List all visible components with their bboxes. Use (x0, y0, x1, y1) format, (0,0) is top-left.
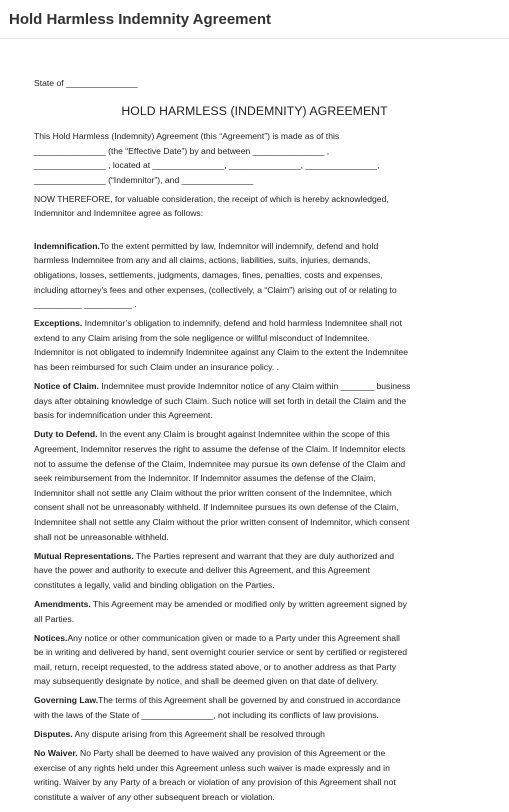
clause-text: exercise of any rights held under this Agreement unless such waiver is made expressly and in (34, 762, 390, 773)
intro-line: _______________ , located at _______________, _______________, _______________, (34, 160, 380, 171)
clause-text: Any notice or other communication given or made to a Party under this Agreement shall (67, 632, 400, 643)
clause-line (34, 408, 475, 423)
clause-line (34, 578, 475, 593)
clause-text: The terms of this Agreement shall be governed by and construed in accordance (98, 695, 401, 706)
clause-text: Indemnitee shall not settle any Claim without the prior written consent of Indemnitor, which consent (34, 516, 410, 527)
clause-line (34, 549, 475, 564)
clause-line (34, 597, 475, 612)
clause-heading: Duty to Defend. (34, 429, 98, 440)
clause-heading: Notices. (34, 632, 68, 643)
clause-text: all Parties. (34, 613, 75, 624)
clause-line (34, 239, 475, 254)
clause-text: constitute a waiver of any other subsequent breach or violation. (34, 792, 275, 803)
clause-line (34, 331, 475, 346)
clause-section (34, 727, 475, 742)
clause-text: shall not be unreasonable withheld. (34, 531, 169, 542)
clause-text: writing. Waiver by any Party of a breach or violation of any provision of this Agreement shall not (34, 777, 396, 788)
clause-text: Agreement, Indemnitor reserves the right to assume the defense of the Claim. If Indemnitor elects (34, 443, 406, 454)
now-therefore-line: Indemnitor and Indemnitee agree as follows: (34, 208, 204, 219)
clause-text: harmless Indemnitee from any and all claims, actions, liabilities, suits, injuries, demands, (34, 255, 371, 266)
clause-text: The Parties represent and warrant that they are duly authorized and (133, 550, 395, 561)
clause-text: To the extent permitted by law, Indemnitor will indemnify, defend and hold (99, 240, 379, 251)
clause-text: have the power and authority to execute and deliver this Agreement, and this Agreement (34, 565, 370, 576)
clause-line (34, 660, 475, 675)
clause-line (34, 746, 475, 761)
clause-section (34, 316, 475, 374)
clause-text: This Agreement may be amended or modified only by written agreement signed by (90, 598, 407, 609)
state-line: State of _______________ (34, 78, 138, 88)
clause-line (34, 427, 475, 442)
clause-section (34, 597, 475, 626)
clause-line (34, 631, 475, 646)
clause-heading: Amendments. (34, 598, 91, 609)
intro-paragraph (34, 129, 475, 187)
clause-line (34, 442, 475, 457)
document-title: HOLD HARMLESS (INDEMNITY) AGREEMENT (121, 103, 388, 118)
clause-section (34, 427, 475, 544)
now-therefore-line: NOW THEREFORE, for valuable consideration, the receipt of which is hereby acknowledged, (34, 193, 389, 204)
intro-line: _______________ (“Indemnitor”), and _______________ (34, 174, 254, 185)
clause-text: In the event any Claim is brought against Indemnitee within the scope of this (97, 429, 390, 440)
intro-line: _______________ (the “Effective Date”) by and between _______________ , (34, 145, 330, 156)
clause-line (34, 563, 475, 578)
intro-line: This Hold Harmless (Indemnity) Agreement (this “Agreement”) is made as of this (34, 131, 340, 142)
clause-text: seek reimbursement from the Indemnitor. If Indemnitor assumes the defense of the Claim, (34, 473, 376, 484)
clause-line (34, 674, 475, 689)
clause-line (34, 345, 475, 360)
clause-text: days after obtaining knowledge of such Claim. Such notice will set forth in detail the Claim and the (34, 395, 407, 406)
page-title: Hold Harmless Indemnity Agreement (9, 10, 272, 28)
clause-line (34, 500, 475, 515)
clause-line (34, 471, 475, 486)
clause-text: has been reimbursed for such Claim under an insurance policy. . (34, 362, 279, 372)
document-page (0, 76, 509, 805)
clause-line (34, 283, 475, 298)
clause-section (34, 746, 475, 804)
clause-section (34, 631, 475, 689)
clause-text: not to assume the defense of the Claim, Indemnitee may pursue its own defense of the Claim and (34, 458, 406, 469)
clause-line (34, 727, 475, 742)
app-header (0, 0, 509, 39)
clause-line (34, 790, 475, 805)
clause-line (34, 530, 475, 545)
clause-line (34, 515, 475, 530)
clause-line (34, 486, 475, 501)
clause-text: including attorney’s fees and other expenses, (collectively, a “Claim”) arising out of or relating to (34, 284, 397, 295)
clause-line (34, 379, 475, 394)
clause-heading: Mutual Representations. (34, 550, 134, 561)
clause-heading: Governing Law. (34, 695, 99, 706)
clause-heading: Exceptions. (34, 318, 83, 329)
clause-line (34, 394, 475, 409)
sections (34, 239, 475, 805)
clause-line (34, 268, 475, 283)
clause-line (34, 708, 475, 723)
clause-text: may subsequently designate by notice, and shall be deemed given on that date of delivery. (34, 676, 379, 687)
clause-line (34, 612, 475, 627)
clause-line (34, 775, 475, 790)
clause-line (34, 693, 475, 708)
clause-text: Indemnitor is not obligated to indemnify Indemnitee against any Claim to the extent the Indemnitee (34, 347, 409, 358)
clause-line (34, 645, 475, 660)
clause-section (34, 693, 475, 722)
clause-text: consent shall not be unreasonably withheld. If Indemnitee pursues its own defense of the Claim, (34, 502, 399, 513)
clause-text: mail, return, receipt requested, to the address stated above, or to another address as that Party (34, 661, 397, 672)
clause-heading: Disputes. (34, 729, 73, 740)
clause-section (34, 379, 475, 423)
clause-line (34, 360, 475, 375)
clause-section (34, 239, 475, 312)
clause-text: constitutes a legally, valid and binding obligation on the Parties. (34, 579, 275, 590)
clause-text: No Party shall be deemed to have waived any provision of this Agreement or the (77, 748, 386, 759)
clause-heading: No Waiver. (34, 748, 78, 759)
clause-line (34, 761, 475, 776)
clause-text: Indemnitor shall not settle any Claim without the prior written consent of the Indemnitee, which (34, 487, 392, 498)
clause-line (34, 253, 475, 268)
clause-text: Indemnitee must provide Indemnitor notice of any Claim within _______ business (98, 381, 411, 392)
clause-text: Indemnitor’s obligation to indemnify, defend and hold harmless Indemnitee shall not (82, 318, 402, 329)
clause-heading: Indemnification. (34, 240, 100, 251)
clause-text: __________ __________ . (34, 299, 137, 310)
now-therefore-paragraph (34, 192, 475, 221)
clause-text: obligations, losses, settlements, judgments, damages, fines, penalties, costs and expenses, (34, 269, 383, 280)
clause-line (34, 297, 475, 312)
clause-line (34, 316, 475, 331)
clause-text: extend to any Claim arising from the sole negligence or willful misconduct of Indemnitee. (34, 332, 370, 343)
clause-heading: Notice of Claim. (34, 381, 99, 392)
clause-section (34, 549, 475, 593)
clause-text: be in writing and delivered by hand, sent overnight courier service or sent by certified or registered (34, 647, 408, 658)
clause-text: with the laws of the State of _______________, not including its conflicts of law provisions. (34, 710, 379, 721)
clause-text: basis for indemnification under this Agreement. (34, 410, 213, 421)
clause-text: Any dispute arising from this Agreement shall be resolved through (72, 729, 325, 740)
clause-line (34, 457, 475, 472)
